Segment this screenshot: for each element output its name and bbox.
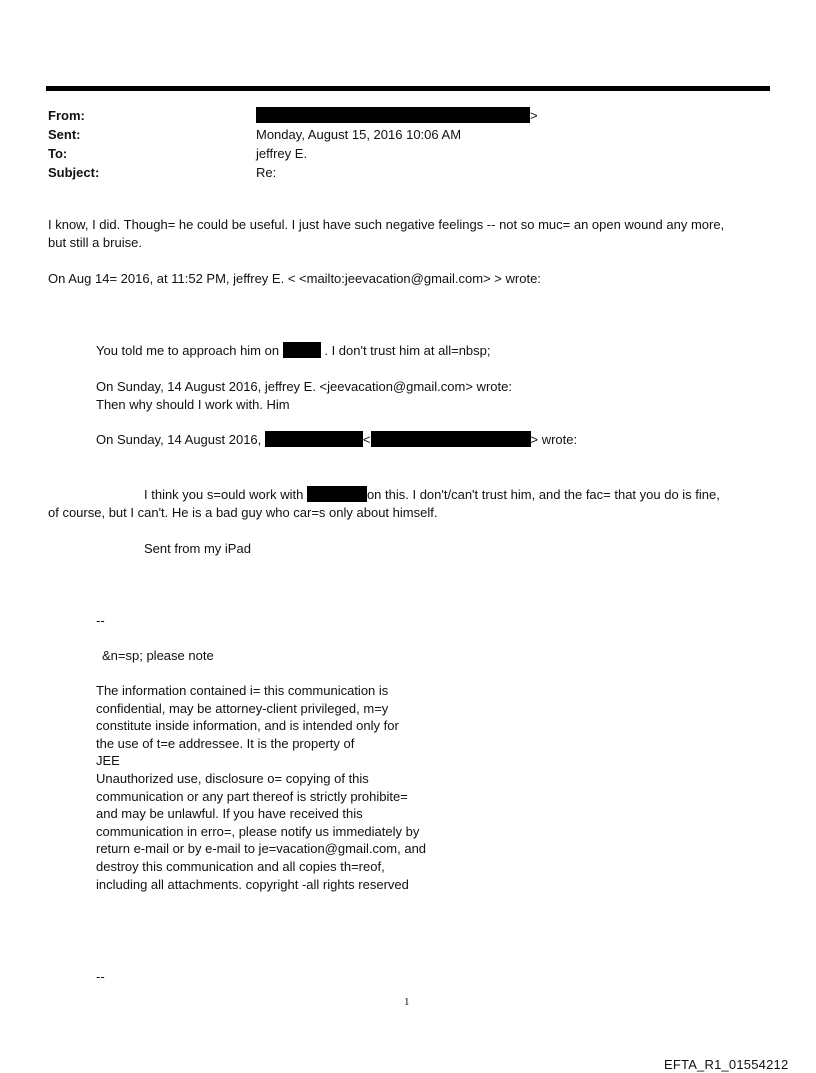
signature-dash-1: -- [96, 613, 105, 628]
sunday1-line2: Then why should I work with. Him [96, 397, 290, 412]
redaction-box [307, 486, 367, 502]
disclaimer-line: Unauthorized use, disclosure o= copying of this [96, 770, 369, 786]
think-line2: of course, but I can't. He is a bad guy who car=s only about himself. [48, 505, 438, 520]
disclaimer-line: and may be unlawful. If you have received this [96, 806, 363, 822]
disclaimer-line: return e-mail or by e-mail to je=vacation@gmail.com, and [96, 841, 427, 857]
redaction-box [371, 431, 531, 447]
sent-label: Sent: [48, 127, 81, 142]
disclaimer-line: communication in erro=, please notify us immediately by [96, 823, 420, 839]
sunday1-line1: On Sunday, 14 August 2016, jeffrey E. <jeevacation@gmail.com> wrote: [96, 379, 512, 394]
quote-intro: On Aug 14= 2016, at 11:52 PM, jeffrey E. < <mailto:jeevacation@gmail.com> > wrote: [48, 271, 541, 286]
subject-label: Subject: [48, 165, 100, 180]
redaction-box [283, 342, 321, 358]
to-value: jeffrey E. [256, 146, 308, 161]
disclaimer-line: constitute inside information, and is intended only for [96, 718, 399, 734]
disclaimer-line: communication or any part thereof is strictly prohibite= [96, 788, 408, 804]
approach-before: You told me to approach him on [96, 343, 280, 358]
disclaimer-line: destroy this communication and all copies th=reof, [96, 858, 385, 874]
document-id: EFTA_R1_01554212 [664, 1057, 789, 1072]
from-suffix: > [530, 108, 538, 123]
body-para1-line1: I know, I did. Though= he could be useful. I just have such negative feelings -- not so muc= an open wound any more, [48, 217, 725, 232]
disclaimer-line: including all attachments. copyright -all rights reserved [96, 876, 409, 892]
from-value [256, 106, 538, 125]
please-note: &n=sp; please note [102, 648, 214, 663]
sent-value: Monday, August 15, 2016 10:06 AM [256, 127, 462, 142]
sunday2-line [96, 431, 577, 449]
approach-after: . I don't trust him at all=nbsp; [324, 343, 491, 358]
disclaimer-line: confidential, may be attorney-client privileged, m=y [96, 700, 389, 716]
disclaimer-line: JEE [96, 753, 120, 769]
body-para1-line2: but still a bruise. [48, 235, 142, 250]
sunday2-after: > wrote: [530, 432, 578, 447]
disclaimer-line: The information contained i= this communication is [96, 683, 389, 698]
from-label: From: [48, 108, 85, 123]
sunday2-mid: < [362, 432, 371, 447]
header-rule [46, 86, 770, 91]
to-label: To: [48, 146, 68, 161]
think-before: I think you s=ould work with [144, 487, 304, 502]
disclaimer-line: the use of t=e addressee. It is the property of [96, 735, 355, 751]
signature-dash-2: -- [96, 969, 105, 984]
think-after: on this. I don't/can't trust him, and the fac= that you do is fine, [366, 487, 720, 502]
sunday2-before: On Sunday, 14 August 2016, [96, 432, 262, 447]
approach-line [96, 342, 491, 360]
subject-value: Re: [256, 165, 277, 180]
think-line1 [144, 486, 720, 504]
page-number: 1 [404, 996, 410, 1008]
sent-from: Sent from my iPad [144, 541, 251, 556]
disclaimer-block [96, 682, 426, 893]
redaction-box [256, 107, 530, 123]
redaction-box [265, 431, 363, 447]
